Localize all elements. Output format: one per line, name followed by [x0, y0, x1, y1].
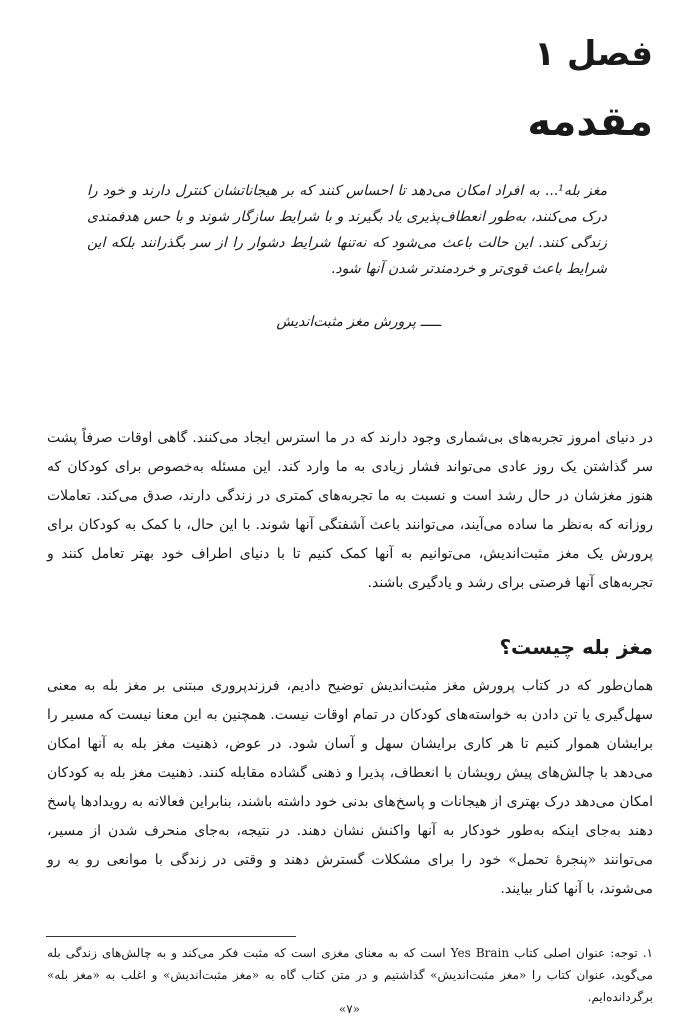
- chapter-label: فصل ۱: [534, 34, 653, 74]
- footnote: ۱. توجه: عنوان اصلی کتاب Yes Brain است که به معنای مغزی است که مثبت فکر می‌کند و به چالش‌های زندگی بله می‌گوید، عنوان کتاب را «مغز مثبت‌اندیش» گذاشتیم و در متن کتاب گاه به «مغز مثبت‌اندیش» و اغلب به «مغز بله» برگردانده‌ایم.: [47, 946, 653, 1004]
- section-heading: مغز بله چیست؟: [499, 635, 653, 659]
- page-number: «۷»: [338, 1002, 361, 1016]
- epigraph-attribution: ـــــ پرورش مغز مثبت‌اندیش: [276, 314, 441, 330]
- epigraph-text: مغز بله¹... به افراد امکان می‌دهد تا احساس کنند که بر هیجاناتشان کنترل دارند و خود را درک می‌کنند، به‌طور انعطاف‌پذیری یاد بگیرند و با شرایط سازگار شوند و با حس هدفمندی زندگی کنند. این حالت باعث می‌شود که نه‌تنها شرایط دشوار را از سر بگذرانند بلکه این شرایط باعث قوی‌تر و خردمندتر شدن آنها شود.: [87, 183, 607, 277]
- intro-paragraph: در دنیای امروز تجربه‌های بی‌شماری وجود دارند که در ما استرس ایجاد می‌کنند. گاهی اوقات صرفاً پشت سر گذاشتن یک روز عادی می‌تواند فشار زیادی به ما وارد کند. این مسئله به‌خصوص برای کودکان که هنوز مغزشان در حال رشد است و نسبت به ما تجربه‌های کمتری در زندگی دارند، صدق می‌کند. تعاملات روزانه که به‌نظر ما ساده می‌آیند، می‌توانند باعث آشفتگی آنها شوند. با این حال، با کمک به کودکان برای پرورش یک مغز مثبت‌اندیش، می‌توانیم به آنها کمک کنیم تا با دنیای اطراف خود بهتر تعامل کنند و تجربه‌های آنها فرصتی برای رشد و یادگیری باشند.: [47, 430, 653, 591]
- section-paragraph: همان‌طور که در کتاب پرورش مغز مثبت‌اندیش توضیح دادیم، فرزندپروری مبتنی بر مغز بله به معنی سهل‌گیری یا تن دادن به خواسته‌های کودکان در تمام اوقات نیست. همچنین به این معنا نیست که مسیر را برایشان هموار کنیم تا هر کاری برایشان سهل و آسان شود. در عوض، ذهنیت مغز بله به آنها امکان می‌دهد با چالش‌های پیش رویشان با انعطاف، پذیرا و ذهنی گشاده مقابله کنند. ذهنیت مغز بله به کودکان امکان می‌دهد درک بهتری از هیجانات و پاسخ‌های بدنی خود داشته باشند، بنابراین فعالانه به رویدادها پاسخ دهند به‌جای اینکه به‌طور خودکار به آنها واکنش نشان دهند. در نتیجه، به‌جای منحرف شدن از مسیر، می‌توانند «پنجرهٔ تحمل» خود را برای مشکلات گسترش دهند و وقتی در زندگی با موانعی رو به رو می‌شوند، با آنها کنار بیایند.: [47, 678, 653, 897]
- footnote-divider: [46, 936, 296, 937]
- epigraph: [87, 178, 607, 282]
- chapter-title: مقدمه: [527, 99, 653, 145]
